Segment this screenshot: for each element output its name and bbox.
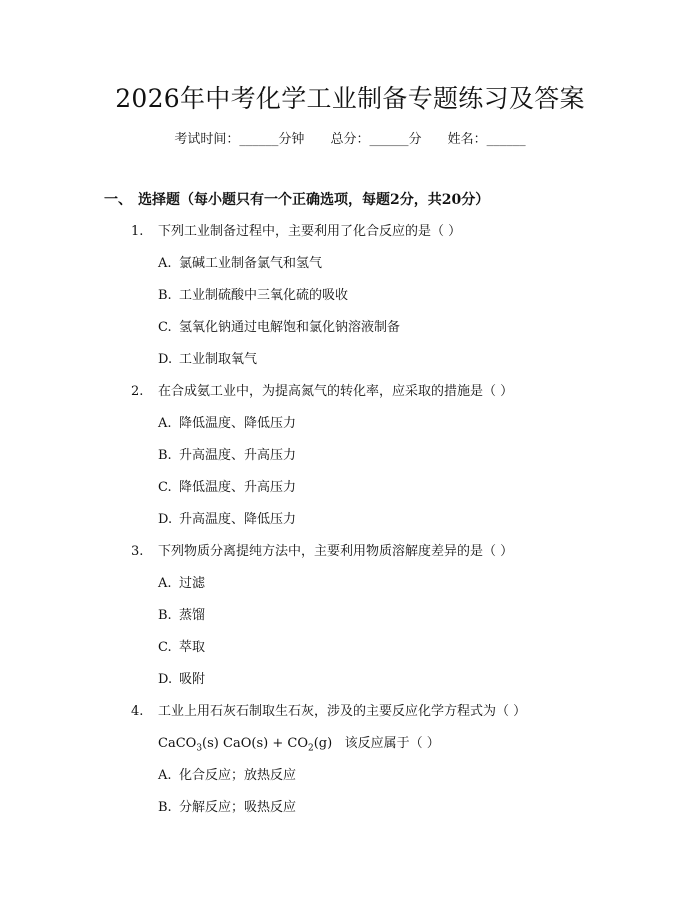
option-2c[interactable]: C. 降低温度、升高压力 [158,480,297,495]
question-1 [131,223,461,241]
option-3c[interactable]: C. 萃取 [158,640,206,655]
total-score: 总分：______分 [330,132,422,147]
name-blank[interactable]: ______ [486,132,526,147]
option-1c[interactable]: C. 氢氧化钠通过电解饱和氯化钠溶液制备 [158,320,401,335]
option-1a[interactable]: A. 氯碱工业制备氯气和氢气 [158,256,323,271]
section-number: 一、 [104,192,132,208]
question-3 [131,543,513,561]
section-title: 选择题（每小题只有一个正确选项，每题2分，共20分） [138,192,490,208]
option-2b[interactable]: B. 升高温度、升高压力 [158,448,297,463]
option-2a[interactable]: A. 降低温度、降低压力 [158,416,297,431]
question-2 [131,383,513,401]
question-number: 1. [131,224,144,239]
chemical-equation: CaCO$_3$(s) $CaO(s) + CO_2(g)$ 该反应属于（ ） [158,736,440,754]
option-1d[interactable]: D. 工业制取氧气 [158,352,258,367]
question-stem: 在合成氨工业中，为提高氮气的转化率，应采取的措施是（ ） [158,384,514,399]
option-4a[interactable]: A. 化合反应；放热反应 [158,768,297,783]
section-heading [104,190,489,210]
option-3a[interactable]: A. 过滤 [158,576,206,591]
option-4b[interactable]: B. 分解反应；吸热反应 [158,800,297,815]
option-3b[interactable]: B. 蒸馏 [158,608,206,623]
equation-question: 该反应属于（ ） [344,736,440,751]
option-2d[interactable]: D. 升高温度、降低压力 [158,512,297,527]
question-stem: 下列工业制备过程中，主要利用了化合反应的是（ ） [158,224,462,239]
page-title: 2026年中考化学工业制备专题练习及答案 [115,84,585,113]
score-blank[interactable]: ______ [369,132,409,147]
student-name: 姓名：______ [447,132,526,147]
question-4 [131,703,526,721]
option-1b[interactable]: B. 工业制硫酸中三氧化硫的吸收 [158,288,349,303]
question-number: 3. [131,544,144,559]
question-number: 4. [131,704,144,719]
time-blank[interactable]: ______ [239,132,279,147]
question-stem: 工业上用石灰石制取生石灰，涉及的主要反应化学方程式为（ ） [158,704,527,719]
question-stem: 下列物质分离提纯方法中，主要利用物质溶解度差异的是（ ） [158,544,514,559]
exam-meta [0,131,700,149]
exam-time: 考试时间：______分钟 [174,132,305,147]
question-number: 2. [131,384,144,399]
option-3d[interactable]: D. 吸附 [158,672,206,687]
